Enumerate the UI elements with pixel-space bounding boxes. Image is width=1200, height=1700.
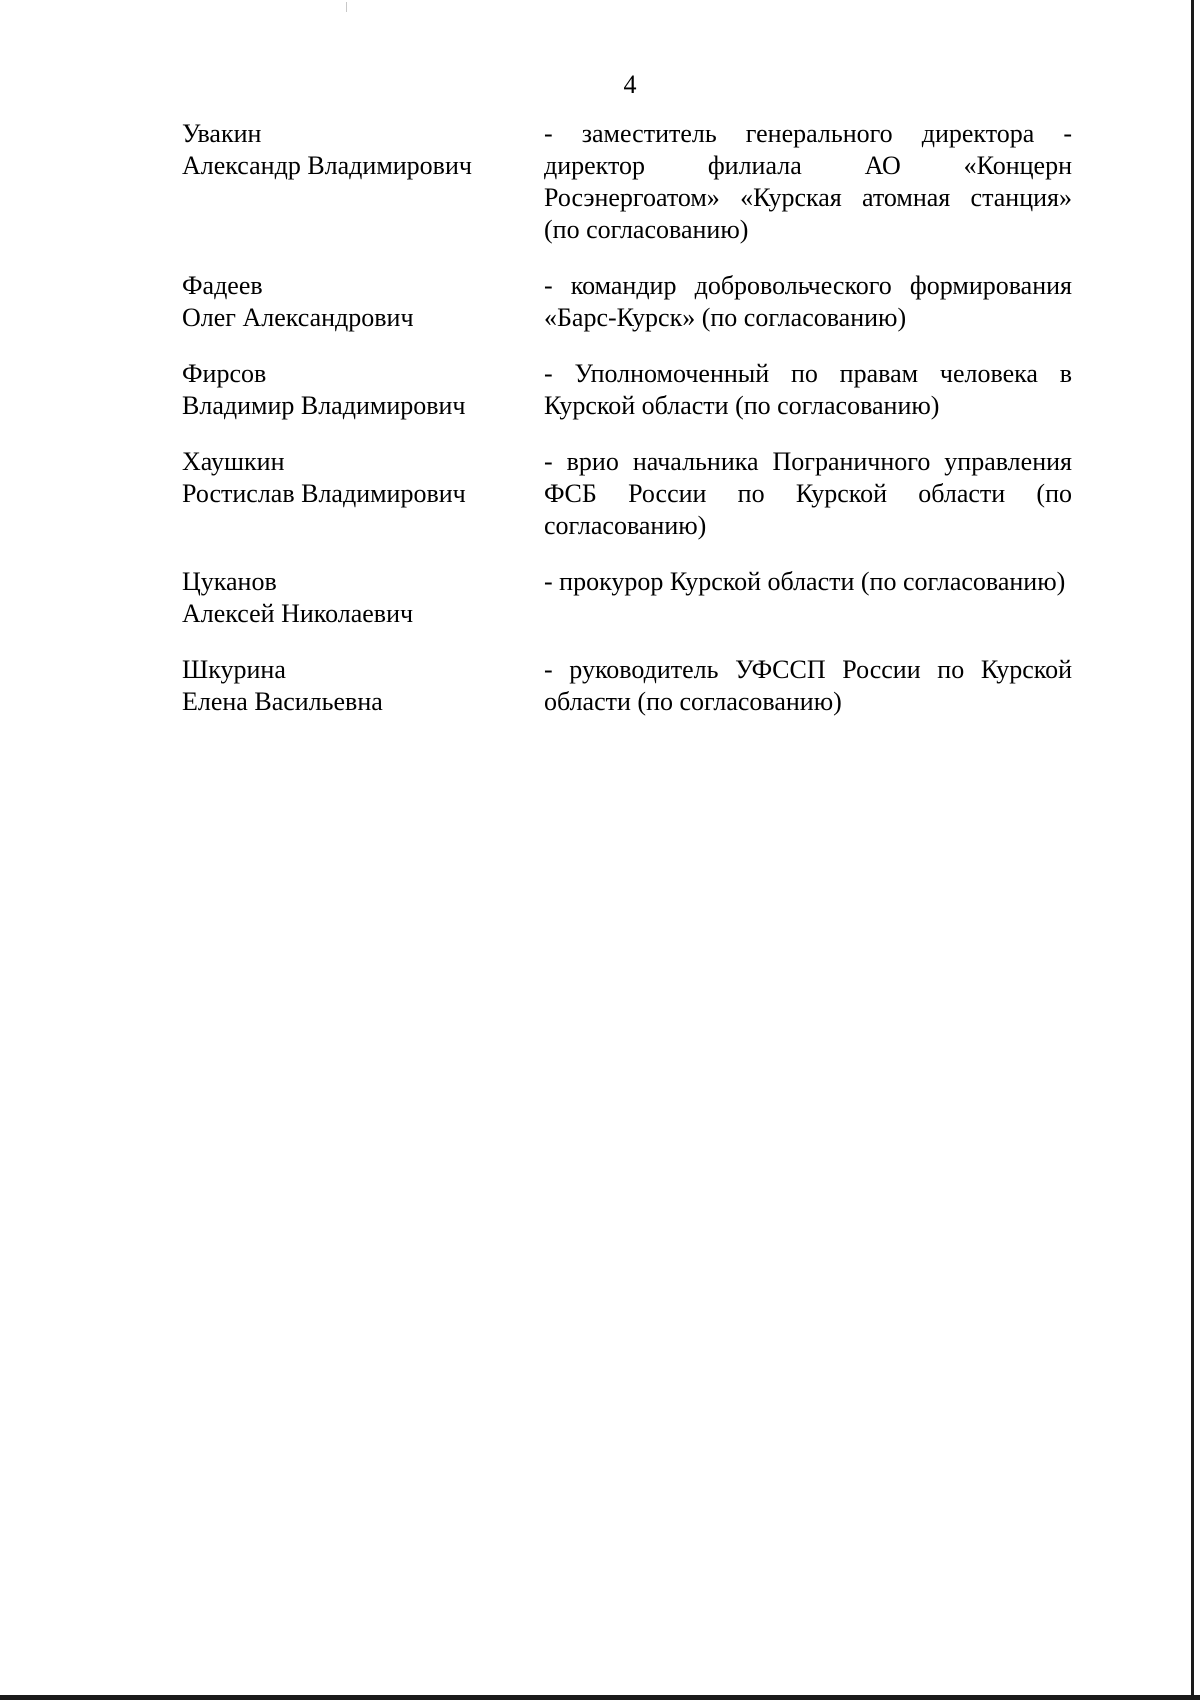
member-position: - командир добровольческого формирования «Барс-Курск» (по согласованию) (544, 271, 1072, 332)
member-given-names: Олег Александрович (182, 303, 414, 332)
member-surname: Увакин (182, 119, 262, 148)
member-surname: Фирсов (182, 359, 267, 388)
member-surname: Фадеев (182, 271, 263, 300)
member-position: - врио начальника Пограничного управления ФСБ России по Курской области (по согласованию) (544, 447, 1072, 540)
scan-speck (346, 2, 347, 12)
scan-edge-right (1191, 0, 1194, 1700)
list-item (182, 118, 1072, 246)
member-given-names: Ростислав Владимирович (182, 479, 466, 508)
member-given-names: Алексей Николаевич (182, 599, 414, 628)
member-name (182, 358, 544, 422)
member-position: - прокурор Курской области (по согласованию) (544, 567, 1066, 596)
member-given-names: Елена Васильевна (182, 687, 383, 716)
member-given-names: Александр Владимирович (182, 151, 472, 180)
member-list (182, 118, 1072, 718)
list-item (182, 566, 1072, 630)
list-item (182, 654, 1072, 718)
member-name (182, 446, 544, 510)
member-surname: Цуканов (182, 567, 277, 596)
member-surname: Хаушкин (182, 447, 285, 476)
member-position: - Уполномоченный по правам человека в Курской области (по согласованию) (544, 359, 1072, 420)
member-position: - заместитель генерального директора - директор филиала АО «Концерн Росэнергоатом» «Курская атомная станция» (по согласованию) (544, 119, 1072, 244)
scan-edge-bottom (0, 1695, 1200, 1700)
member-name (182, 654, 544, 718)
list-item (182, 358, 1072, 422)
member-name (182, 270, 544, 334)
member-given-names: Владимир Владимирович (182, 391, 466, 420)
member-position: - руководитель УФССП России по Курской области (по согласованию) (544, 655, 1072, 716)
list-item (182, 446, 1072, 542)
page-number: 4 (623, 70, 637, 99)
member-name (182, 118, 544, 182)
member-name (182, 566, 544, 630)
list-item (182, 270, 1072, 334)
member-surname: Шкурина (182, 655, 286, 684)
